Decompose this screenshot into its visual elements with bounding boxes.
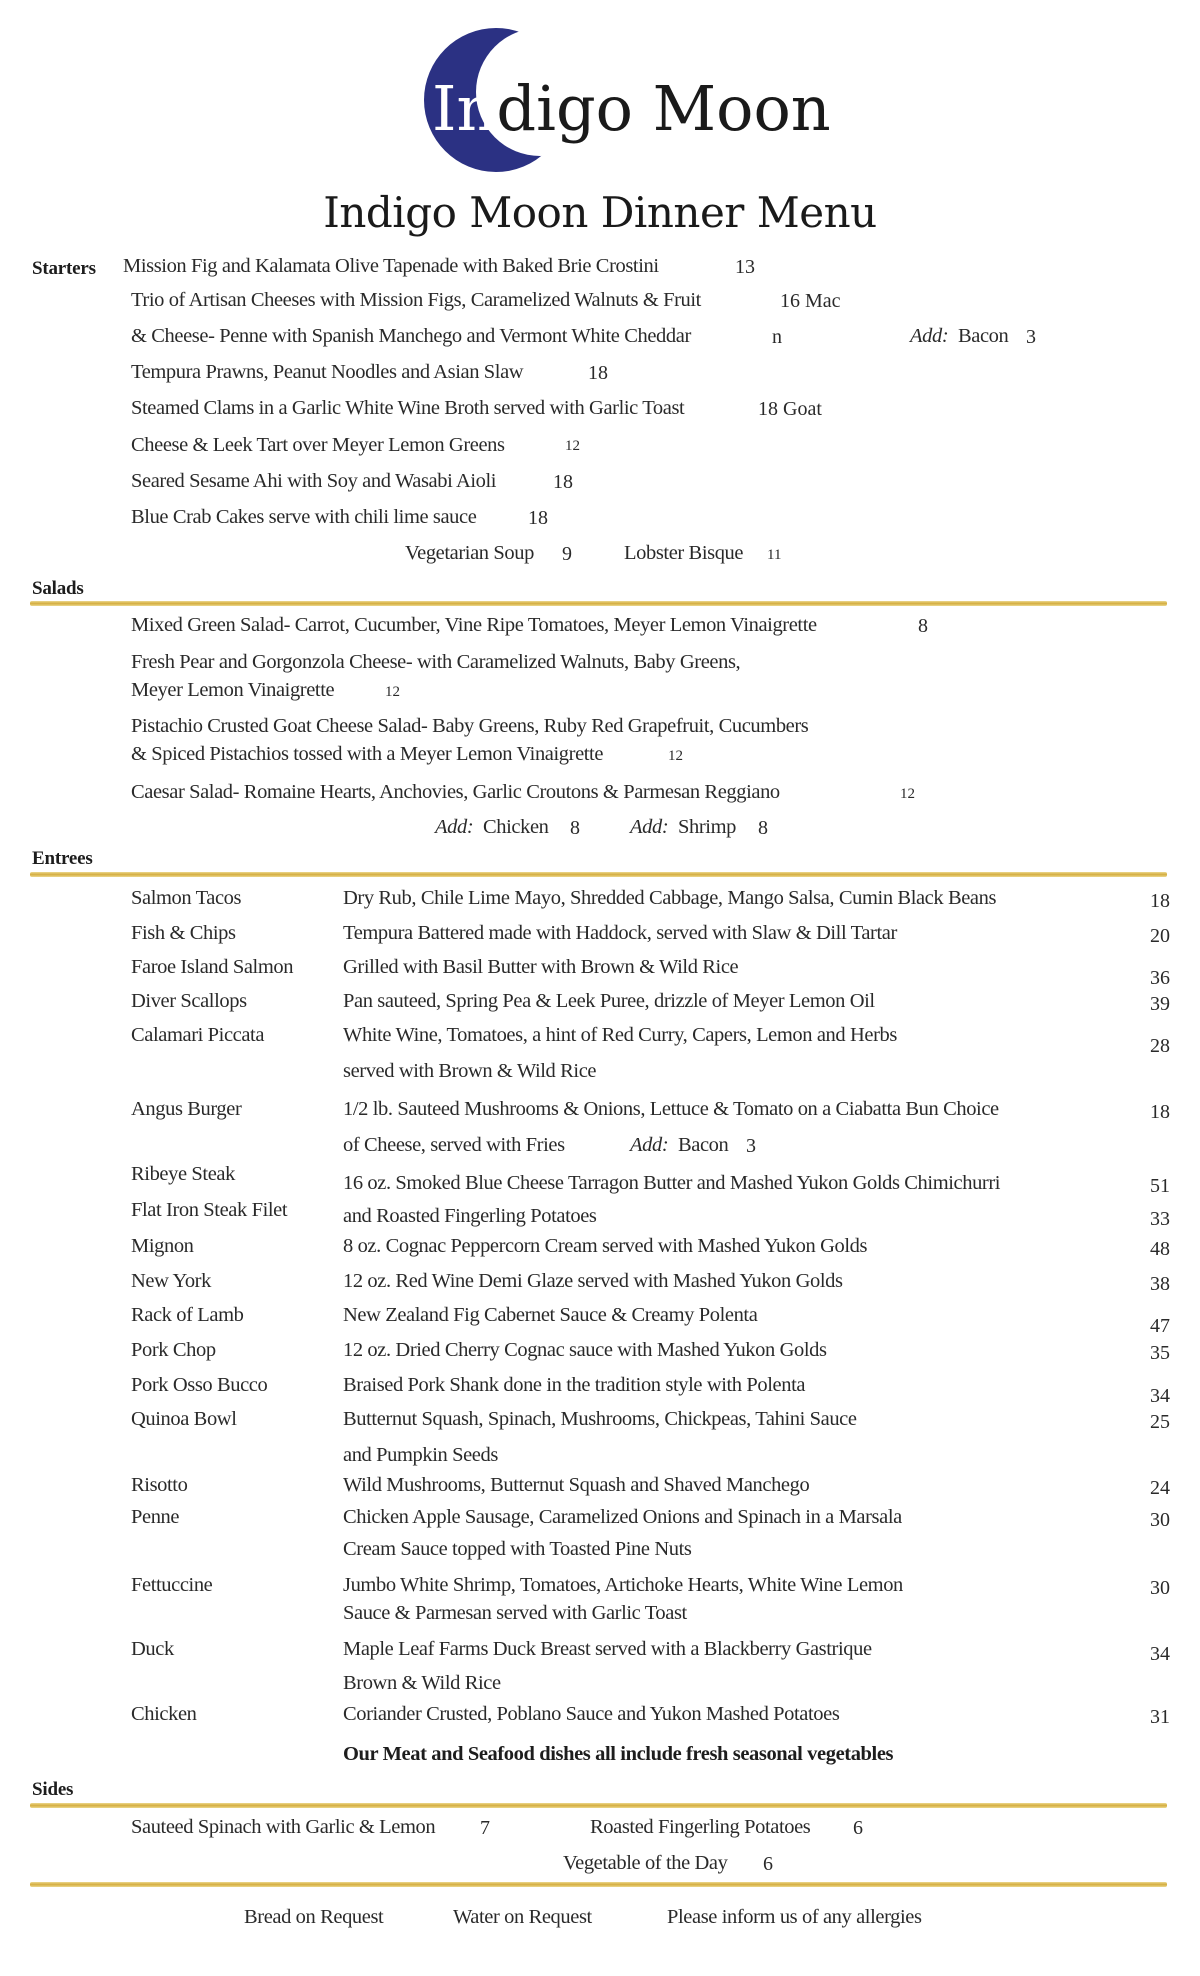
entree-description: and Roasted Fingerling Potatoes (343, 1205, 597, 1227)
entree-description: Coriander Crusted, Poblano Sauce and Yukon Mashed Potatoes (343, 1703, 840, 1725)
salad-item-line: Caesar Salad- Romaine Hearts, Anchovies, Garlic Croutons & Parmesan Reggiano (131, 781, 780, 803)
side-item-name: Roasted Fingerling Potatoes (590, 1816, 811, 1838)
addon-price: 8 (758, 817, 768, 839)
starter-item-price: 13 (735, 256, 755, 278)
logo-wordmark-white: In (432, 72, 497, 145)
entree-name: Penne (131, 1506, 180, 1528)
soup-name: Vegetarian Soup (405, 542, 534, 564)
soup-name: Lobster Bisque (624, 542, 744, 564)
entree-name: Salmon Tacos (131, 887, 242, 909)
entree-price: 30 (1150, 1509, 1170, 1531)
entree-description: served with Brown & Wild Rice (343, 1060, 597, 1082)
entree-price: 34 (1150, 1385, 1170, 1407)
addon-item: Bacon (958, 325, 1009, 347)
addon-price: 8 (570, 817, 580, 839)
section-divider (30, 1803, 1167, 1808)
section-heading-salads: Salads (32, 578, 84, 599)
section-heading-sides: Sides (32, 1779, 74, 1800)
entree-price: 28 (1150, 1035, 1170, 1057)
entree-description: and Pumpkin Seeds (343, 1444, 498, 1466)
entree-description: Chicken Apple Sausage, Caramelized Onions and Spinach in a Marsala (343, 1506, 902, 1528)
side-item-price: 6 (853, 1817, 863, 1839)
entree-price: 33 (1150, 1208, 1170, 1230)
salad-item-line: Mixed Green Salad- Carrot, Cucumber, Vine Ripe Tomatoes, Meyer Lemon Vinaigrette (131, 614, 817, 636)
entree-name: New York (131, 1270, 211, 1292)
entree-name: Calamari Piccata (131, 1024, 265, 1046)
salad-item-line: Pistachio Crusted Goat Cheese Salad- Baby Greens, Ruby Red Grapefruit, Cucumbers (131, 715, 809, 737)
entree-name: Diver Scallops (131, 990, 247, 1012)
side-item-price: 6 (763, 1853, 773, 1875)
entree-description: 12 oz. Red Wine Demi Glaze served with Mashed Yukon Golds (343, 1270, 843, 1292)
side-item-price: 7 (480, 1817, 490, 1839)
side-item-name: Sauteed Spinach with Garlic & Lemon (131, 1816, 436, 1838)
entree-description: Pan sauteed, Spring Pea & Leek Puree, drizzle of Meyer Lemon Oil (343, 990, 875, 1012)
starter-item-name: Blue Crab Cakes serve with chili lime sauce (131, 506, 477, 528)
starter-item-price: 18 (588, 362, 608, 384)
page-title: Indigo Moon Dinner Menu (323, 188, 877, 237)
entree-name: Quinoa Bowl (131, 1408, 237, 1430)
starter-item-price: 18 Goat (758, 398, 822, 420)
salad-item-price: 12 (385, 684, 400, 700)
entree-price: 20 (1150, 925, 1170, 947)
entree-price: 51 (1150, 1175, 1170, 1197)
starter-item-name: Mission Fig and Kalamata Olive Tapenade with Baked Brie Crostini (123, 255, 659, 277)
salad-item-price: 8 (918, 615, 928, 637)
addon-item: Shrimp (678, 816, 736, 838)
entree-price: 18 (1150, 1101, 1170, 1123)
entree-price: 18 (1150, 890, 1170, 912)
entree-name: Fettuccine (131, 1574, 213, 1596)
entree-description: Sauce & Parmesan served with Garlic Toast (343, 1602, 687, 1624)
starter-item-price: 18 (553, 471, 573, 493)
entree-description: 8 oz. Cognac Peppercorn Cream served with Mashed Yukon Golds (343, 1235, 868, 1257)
entree-price: 31 (1150, 1706, 1170, 1728)
entree-description: Wild Mushrooms, Butternut Squash and Shaved Manchego (343, 1474, 810, 1496)
starter-item-name: Steamed Clams in a Garlic White Wine Broth served with Garlic Toast (131, 397, 685, 419)
entree-name: Rack of Lamb (131, 1304, 244, 1326)
entree-description: Butternut Squash, Spinach, Mushrooms, Chickpeas, Tahini Sauce (343, 1408, 857, 1430)
entree-price: 24 (1150, 1477, 1170, 1499)
section-heading-entrees: Entrees (32, 848, 93, 869)
entree-name: Pork Chop (131, 1339, 216, 1361)
entree-price: 39 (1150, 993, 1170, 1015)
starter-item-price: n (772, 326, 782, 348)
entree-description: White Wine, Tomatoes, a hint of Red Curry, Capers, Lemon and Herbs (343, 1024, 897, 1046)
entree-name: Flat Iron Steak Filet (131, 1199, 288, 1221)
entree-price: 30 (1150, 1577, 1170, 1599)
logo-wordmark (432, 72, 831, 145)
salad-item-line: & Spiced Pistachios tossed with a Meyer Lemon Vinaigrette (131, 743, 604, 765)
entree-description: New Zealand Fig Cabernet Sauce & Creamy Polenta (343, 1304, 758, 1326)
entree-price: 25 (1150, 1411, 1170, 1433)
section-heading-starters: Starters (32, 258, 96, 279)
starter-item-name: Tempura Prawns, Peanut Noodles and Asian Slaw (131, 361, 524, 383)
addon-label: Add: (630, 816, 669, 838)
entree-name: Angus Burger (131, 1098, 242, 1120)
addon-item: Bacon (678, 1134, 729, 1156)
entree-name: Risotto (131, 1474, 188, 1496)
entree-description: Braised Pork Shank done in the tradition style with Polenta (343, 1374, 806, 1396)
entree-name: Mignon (131, 1235, 194, 1257)
entree-price: 38 (1150, 1273, 1170, 1295)
salad-item-price: 12 (668, 748, 683, 764)
entree-description: 12 oz. Dried Cherry Cognac sauce with Mashed Yukon Golds (343, 1339, 827, 1361)
soup-price: 11 (767, 547, 782, 563)
section-divider (30, 1882, 1167, 1887)
footer-note: Please inform us of any allergies (667, 1906, 922, 1928)
addon-label: Add: (435, 816, 474, 838)
entree-name: Chicken (131, 1703, 197, 1725)
entree-price: 35 (1150, 1342, 1170, 1364)
addon-price: 3 (746, 1135, 756, 1157)
addon-label: Add: (630, 1134, 669, 1156)
entrees-note: Our Meat and Seafood dishes all include fresh seasonal vegetables (343, 1743, 894, 1765)
footer-note: Bread on Request (244, 1906, 384, 1928)
salad-item-line: Fresh Pear and Gorgonzola Cheese- with Caramelized Walnuts, Baby Greens, (131, 651, 741, 673)
entree-description: of Cheese, served with Fries (343, 1134, 565, 1156)
entree-description: Grilled with Basil Butter with Brown & Wild Rice (343, 956, 739, 978)
starter-item-price: 16 Mac (780, 290, 841, 312)
starter-item-name: Seared Sesame Ahi with Soy and Wasabi Aioli (131, 470, 497, 492)
entree-price: 47 (1150, 1315, 1170, 1337)
side-item-name: Vegetable of the Day (563, 1852, 728, 1874)
soup-price: 9 (562, 543, 572, 565)
entree-description: Brown & Wild Rice (343, 1672, 501, 1694)
entree-price: 48 (1150, 1238, 1170, 1260)
entree-description: Tempura Battered made with Haddock, served with Slaw & Dill Tartar (343, 922, 897, 944)
entree-name: Ribeye Steak (131, 1163, 235, 1185)
entree-name: Duck (131, 1638, 174, 1660)
entree-description: 1/2 lb. Sauteed Mushrooms & Onions, Lettuce & Tomato on a Ciabatta Bun Choice (343, 1098, 999, 1120)
entree-description: Dry Rub, Chile Lime Mayo, Shredded Cabbage, Mango Salsa, Cumin Black Beans (343, 887, 997, 909)
addon-price: 3 (1026, 326, 1036, 348)
salad-item-price: 12 (900, 786, 915, 802)
entree-price: 36 (1150, 967, 1170, 989)
entree-name: Faroe Island Salmon (131, 956, 294, 978)
entree-price: 34 (1150, 1643, 1170, 1665)
entree-name: Pork Osso Bucco (131, 1374, 268, 1396)
entree-description: Maple Leaf Farms Duck Breast served with a Blackberry Gastrique (343, 1638, 872, 1660)
starter-item-price: 18 (528, 507, 548, 529)
logo-wordmark-dark: digo Moon (496, 72, 831, 145)
entree-name: Fish & Chips (131, 922, 236, 944)
section-divider (30, 601, 1167, 606)
starter-item-price: 12 (565, 438, 580, 454)
starter-item-name: Cheese & Leek Tart over Meyer Lemon Greens (131, 434, 505, 456)
footer-note: Water on Request (453, 1906, 592, 1928)
entree-description: 16 oz. Smoked Blue Cheese Tarragon Butter and Mashed Yukon Golds Chimichurri (343, 1172, 1001, 1194)
starter-item-name: Trio of Artisan Cheeses with Mission Figs, Caramelized Walnuts & Fruit (131, 289, 701, 311)
starter-item-name: & Cheese- Penne with Spanish Manchego and Vermont White Cheddar (131, 325, 691, 347)
salad-item-line: Meyer Lemon Vinaigrette (131, 679, 335, 701)
entree-description: Cream Sauce topped with Toasted Pine Nuts (343, 1538, 692, 1560)
addon-label: Add: (910, 325, 949, 347)
addon-item: Chicken (483, 816, 549, 838)
entree-description: Jumbo White Shrimp, Tomatoes, Artichoke Hearts, White Wine Lemon (343, 1574, 903, 1596)
section-divider (30, 872, 1167, 877)
